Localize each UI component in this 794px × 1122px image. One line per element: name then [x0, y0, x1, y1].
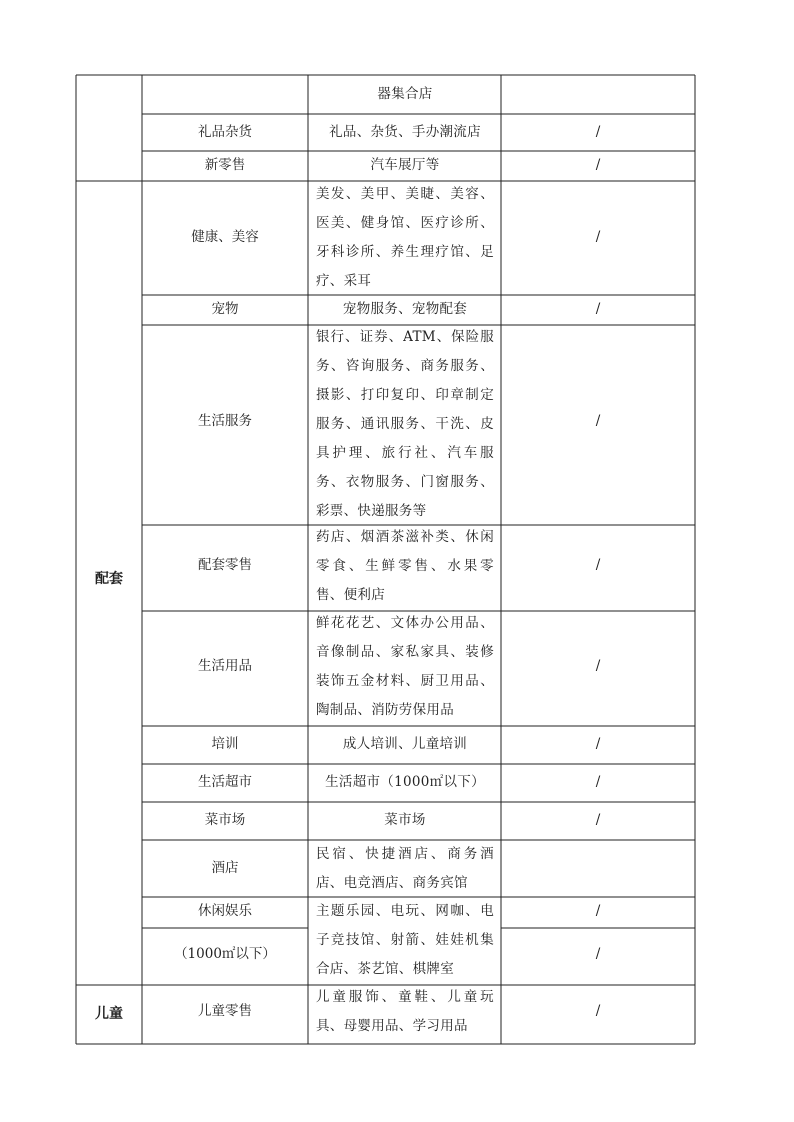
row-name-hotel: 酒店	[211, 860, 239, 876]
row-value-support-retail: /	[595, 557, 601, 573]
row-value-new-retail: /	[595, 157, 601, 173]
row-name-pets: 宠物	[211, 301, 239, 317]
row-name-leisure: 休闲娱乐	[198, 903, 252, 919]
row-name-daily-goods: 生活用品	[198, 658, 252, 674]
row-desc-hotel: 民宿、快捷酒店、商务酒店、电竞酒店、商务宾馆	[316, 846, 494, 891]
row-value-daily-goods: /	[595, 658, 601, 674]
row-name-life-services: 生活服务	[198, 413, 252, 429]
row-name-kids-retail: 儿童零售	[198, 1003, 252, 1019]
row-desc-leisure: 主题乐园、电玩、网咖、电子竞技馆、射箭、娃娃机集合店、茶艺馆、棋牌室	[316, 903, 494, 977]
row-desc-daily-goods: 鲜花花艺、文体办公用品、音像制品、家私家具、装修装饰五金材料、厨卫用品、陶制品、消防劳保用品	[316, 615, 494, 718]
row-value-supermarket: /	[595, 774, 601, 790]
row-value-training: /	[595, 736, 601, 752]
row-desc-supermarket: 生活超市（1000㎡以下）	[325, 774, 485, 790]
category-peitao: 配套	[95, 571, 123, 587]
row-name-training: 培训	[211, 736, 239, 752]
row-desc-pets: 宠物服务、宠物配套	[342, 301, 468, 317]
row-desc-cont: 器集合店	[377, 86, 433, 102]
row-name-supermarket: 生活超市	[198, 774, 252, 790]
row-value-leisure-area: /	[595, 946, 601, 962]
row-value-leisure: /	[595, 903, 601, 919]
row-value-life-services: /	[595, 413, 601, 429]
row-name-market: 菜市场	[204, 812, 246, 828]
row-value-market: /	[595, 812, 601, 828]
row-name-support-retail: 配套零售	[198, 557, 252, 573]
row-desc-kids-retail: 儿童服饰、童鞋、儿童玩具、母婴用品、学习用品	[316, 989, 494, 1034]
category-ertong: 儿童	[95, 1006, 123, 1022]
row-value-kids-retail: /	[595, 1003, 601, 1019]
row-name-new-retail: 新零售	[204, 157, 246, 173]
row-desc-life-services: 银行、证券、ATM、保险服务、咨询服务、商务服务、摄影、打印复印、印章制定服务、通讯服务、干洗、皮具护理、旅行社、汽车服务、衣物服务、门窗服务、彩票、快递服务等	[316, 329, 494, 519]
row-desc-new-retail: 汽车展厅等	[370, 157, 440, 173]
row-desc-health-beauty: 美发、美甲、美睫、美容、医美、健身馆、医疗诊所、牙科诊所、养生理疗馆、足疗、采耳	[316, 186, 494, 289]
row-value-health-beauty: /	[595, 229, 601, 245]
row-name-gifts: 礼品杂货	[198, 124, 252, 140]
row-desc-market: 菜市场	[384, 812, 426, 828]
row-desc-training: 成人培训、儿童培训	[342, 736, 468, 752]
row-desc-gifts: 礼品、杂货、手办潮流店	[329, 124, 481, 140]
row-name-health-beauty: 健康、美容	[191, 229, 259, 245]
row-value-pets: /	[595, 301, 601, 317]
row-value-gifts: /	[595, 124, 601, 140]
row-name-leisure-area: （1000㎡以下）	[174, 946, 276, 962]
row-desc-support-retail: 药店、烟酒茶滋补类、休闲零食、生鲜零售、水果零售、便利店	[316, 529, 494, 603]
